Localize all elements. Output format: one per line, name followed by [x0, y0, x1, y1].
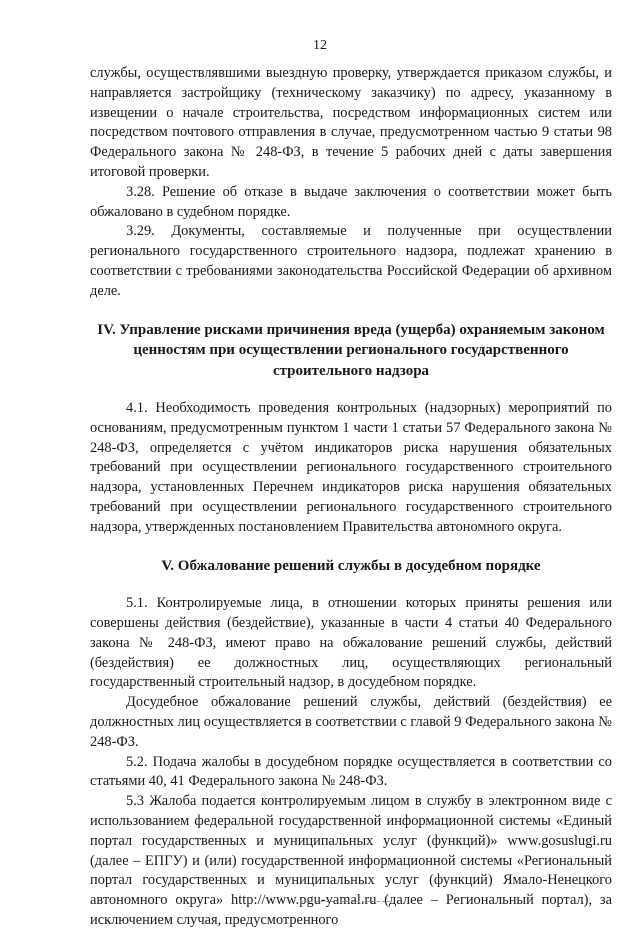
paragraph-continuation: службы, осуществлявшими выездную проверку, утверждается приказом службы, и направляется застройщику (техническому заказчику) по адресу, указанному в извещении о начале строительства, посредством информационных систем или посредством почтового отправления в случае, предусмотренном частью 9 статьи 98 Федерального закона № 248-ФЗ, в течение 5 рабочих дней с даты завершения итоговой проверки.: [90, 65, 612, 180]
paragraph-5-2: 5.2. Подача жалобы в досудебном порядке осуществляется в соответствии со статьями 40, 41 Федерального закона № 248-ФЗ.: [90, 753, 612, 790]
section-iv-heading: IV. Управление рисками причинения вреда (ущерба) охраняемым законом ценностям при осуществлении регионального государственного строительного надзора: [97, 321, 605, 379]
page-number: 12: [313, 38, 327, 53]
section-v-heading: V. Обжалование решений службы в досудебном порядке: [161, 557, 541, 574]
paragraph-5-3: 5.3 Жалоба подается контролируемым лицом в службу в электронном виде с использованием федеральной государственной информационной системы «Единый портал государственных и муниципальных услуг (функций)» www.gosuslugi.ru (далее – ЕПГУ) и (или) государственной информационной системы «Региональный портал государственных и муниципальных услуг (функций) Ямало-Ненецкого автономного округа» http://www.pgu-yamal.ru (далее – Региональный портал), за исключением случая, предусмотренного: [90, 793, 612, 928]
paragraph-3-28: 3.28. Решение об отказе в выдаче заключения о соответствии может быть обжаловано в судебном порядке.: [90, 183, 612, 220]
paragraph-3-29: 3.29. Документы, составляемые и полученные при осуществлении регионального государственного строительного надзора, подлежат хранению в соответствии с требованиями законодательства Российской Федерации об архивном деле.: [90, 223, 612, 299]
document-body: [90, 64, 612, 931]
footer-divider: [300, 901, 390, 902]
paragraph-pretrial-appeal: Досудебное обжалование решений службы, действий (бездействия) ее должностных лиц осуществляется в соответствии с главой 9 Федерального закона № 248-ФЗ.: [90, 694, 612, 750]
paragraph-5-1: 5.1. Контролируемые лица, в отношении которых приняты решения или совершены действия (бездействие), указанные в части 4 статьи 40 Федерального закона № 248-ФЗ, имеют право на обжалование решений службы, действий (бездействия) ее должностных лиц, осуществляющих региональный государственный строительный надзор, в досудебном порядке.: [90, 595, 612, 691]
paragraph-4-1: 4.1. Необходимость проведения контрольных (надзорных) мероприятий по основаниям, предусмотренным пунктом 1 части 1 статьи 57 Федерального закона № 248-ФЗ, определяется с учётом индикаторов риска нарушения обязательных требований при осуществлении регионального государственного строительного надзора, установленных Перечнем индикаторов риска нарушения обязательных требований при осуществлении регионального государственного строительного надзора, утвержденных постановлением Правительства автономного округа.: [90, 400, 612, 535]
